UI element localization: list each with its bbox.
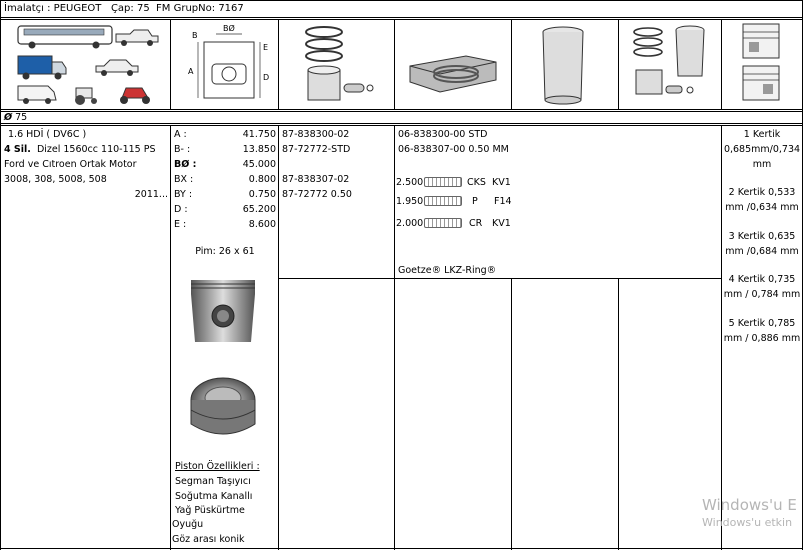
dimension-label: BY : <box>174 189 193 200</box>
piston-feature: Göz arası konik <box>172 534 245 545</box>
dimension-label: BØ : <box>174 159 197 170</box>
piston-code: 87-838300-02 <box>282 129 350 140</box>
kertik-title: 4 Kertik 0,735 <box>728 274 796 285</box>
piston-code: 87-838307-02 <box>282 174 350 185</box>
col-divider-4 <box>511 278 512 550</box>
dimension-row <box>174 202 276 217</box>
cylinder-liner-cell <box>513 20 616 109</box>
col-divider-2 <box>278 125 279 550</box>
activation-watermark-subtitle: Windows'u etkin <box>702 516 793 529</box>
pin-size: Pim: 26 x 61 <box>195 246 255 257</box>
manufacturer-label: İmalatçı : <box>4 3 51 14</box>
dim-letter-bo: BØ <box>223 24 235 33</box>
col-divider-3 <box>394 125 395 550</box>
catalog-header <box>4 3 244 14</box>
dimension-value: 41.750 <box>242 129 276 140</box>
ring-width: 1.950 <box>396 196 424 207</box>
col-divider-1-top <box>170 19 171 109</box>
ring-profile-icon <box>424 218 462 228</box>
dimension-row <box>174 187 276 202</box>
dimension-row <box>174 172 276 187</box>
dim-letter-d: D <box>263 73 270 82</box>
dimension-list <box>174 127 276 232</box>
vehicles-icon <box>4 20 168 109</box>
ring-pack-icon <box>396 20 509 109</box>
kertik-line: mm / 0,784 mm <box>723 289 801 300</box>
diameter-row <box>4 110 27 125</box>
dimension-value: 65.200 <box>242 204 276 215</box>
ring-type: CR <box>469 218 483 229</box>
diameter-symbol: Ø <box>4 112 13 123</box>
diameter-row-divider <box>0 123 803 124</box>
dim-letter-e: E <box>263 43 269 52</box>
dimension-label: BX : <box>174 174 194 185</box>
ring-pack-cell <box>396 20 509 109</box>
ring-width: 2.000 <box>396 218 424 229</box>
col-divider-4-top <box>511 19 512 109</box>
ring-code: 06-838307-00 0.50 MM <box>398 144 509 155</box>
piston-feature: Segman Taşıyıcı <box>175 476 251 487</box>
kertik-line: mm <box>752 159 772 170</box>
kertik-title: 3 Kertik 0,635 <box>728 231 796 242</box>
middle-divider <box>278 278 721 279</box>
notch-diagram-icon <box>723 20 801 109</box>
kertik-title: 2 Kertik 0,533 <box>728 187 796 198</box>
dimension-value: 0.800 <box>248 174 276 185</box>
dimension-label: D : <box>174 204 188 215</box>
col-divider-5 <box>618 278 619 550</box>
ring-type: P <box>472 196 478 207</box>
kertik-title: 1 Kertik <box>743 129 781 140</box>
kertik-line: 0,685mm/0,734 <box>723 144 801 155</box>
ring-profile-icon <box>424 177 462 187</box>
top-border <box>0 0 803 1</box>
icon-row-divider-2 <box>0 111 803 112</box>
icon-row-divider <box>0 109 803 110</box>
full-kit-cell <box>620 20 719 109</box>
engine-spec-line <box>4 142 156 157</box>
piston-side-image <box>187 276 259 346</box>
ring-spec-code: KV1 <box>492 177 511 188</box>
piston-with-rings-icon <box>280 20 392 109</box>
col-divider-2-top <box>278 19 279 109</box>
vehicle-make: Ford ve Cıtroen Ortak Motor <box>4 159 137 170</box>
dimension-value: 13.850 <box>242 144 276 155</box>
engine-spec: Dizel 1560cc 110-115 PS <box>36 144 156 155</box>
dimension-row <box>174 127 276 142</box>
ring-spec-code: KV1 <box>492 218 511 229</box>
ring-type: CKS <box>467 177 486 188</box>
col-divider-3-top <box>394 19 395 109</box>
vehicles-icon-cell <box>4 20 168 109</box>
kertik-title: 5 Kertik 0,785 <box>728 318 796 329</box>
ring-width: 2.500 <box>396 177 424 188</box>
dimension-diagram-cell <box>172 20 276 109</box>
manufacturer-value: PEUGEOT <box>53 3 102 14</box>
ring-brand: Goetze® LKZ-Ring® <box>398 265 497 276</box>
piston-code: 87-72772 0.50 <box>282 189 352 200</box>
full-kit-icon <box>620 20 719 109</box>
group-value: 7167 <box>218 3 244 14</box>
dimension-value: 8.600 <box>248 219 276 230</box>
vehicle-models: 3008, 308, 5008, 508 <box>4 174 107 185</box>
kertik-line: mm / 0,886 mm <box>723 333 801 344</box>
header-divider <box>0 17 803 18</box>
activation-watermark-title: Windows'u E <box>702 496 797 514</box>
piston-dimension-diagram <box>172 20 276 109</box>
dimension-label: B- : <box>174 144 191 155</box>
piston-top-photo <box>187 370 259 440</box>
cylinder-count: 4 Sil. <box>4 144 31 155</box>
diameter-value: 75 <box>15 112 28 123</box>
piston-feature: Soğutma Kanallı <box>175 491 253 502</box>
dim-letter-b: B <box>192 31 198 40</box>
bore-value: 75 <box>136 3 150 14</box>
piston-top-image <box>187 370 259 440</box>
bottom-border <box>0 548 803 549</box>
ring-spec-code: F14 <box>494 196 512 207</box>
dimension-row <box>174 157 276 172</box>
col-divider-1 <box>170 125 171 550</box>
diameter-row-divider-2 <box>0 125 803 126</box>
piston-side-photo <box>187 276 259 346</box>
piston-features-title: Piston Özellikleri : <box>175 461 260 472</box>
engine-name: 1.6 HDİ ( DV6C ) <box>8 129 87 140</box>
dimension-row <box>174 142 276 157</box>
piston-feature: Oyuğu <box>172 519 204 530</box>
piston-code: 87-72772-STD <box>282 144 351 155</box>
col-divider-5-top <box>618 19 619 109</box>
cylinder-liner-icon <box>513 20 616 109</box>
dimension-label: A : <box>174 129 187 140</box>
col-divider-6-top <box>721 19 722 109</box>
bore-label: Çap: <box>110 3 134 14</box>
left-border <box>0 0 1 550</box>
kertik-line: mm /0,684 mm <box>725 246 799 257</box>
piston-feature: Yağ Püskürtme <box>175 505 245 516</box>
dimension-value: 0.750 <box>248 189 276 200</box>
ring-profile-icon <box>424 196 462 206</box>
dimension-value: 45.000 <box>242 159 276 170</box>
dim-letter-a: A <box>188 67 194 76</box>
kertik-line: mm /0,634 mm <box>725 202 799 213</box>
notch-diagram-cell <box>723 20 801 109</box>
dimension-label: E : <box>174 219 187 230</box>
group-label: FM GrupNo: <box>156 3 216 14</box>
piston-rings-cell <box>280 20 392 109</box>
ring-code: 06-838300-00 STD <box>398 129 488 140</box>
vehicle-year: 2011... <box>134 189 168 200</box>
dimension-row <box>174 217 276 232</box>
